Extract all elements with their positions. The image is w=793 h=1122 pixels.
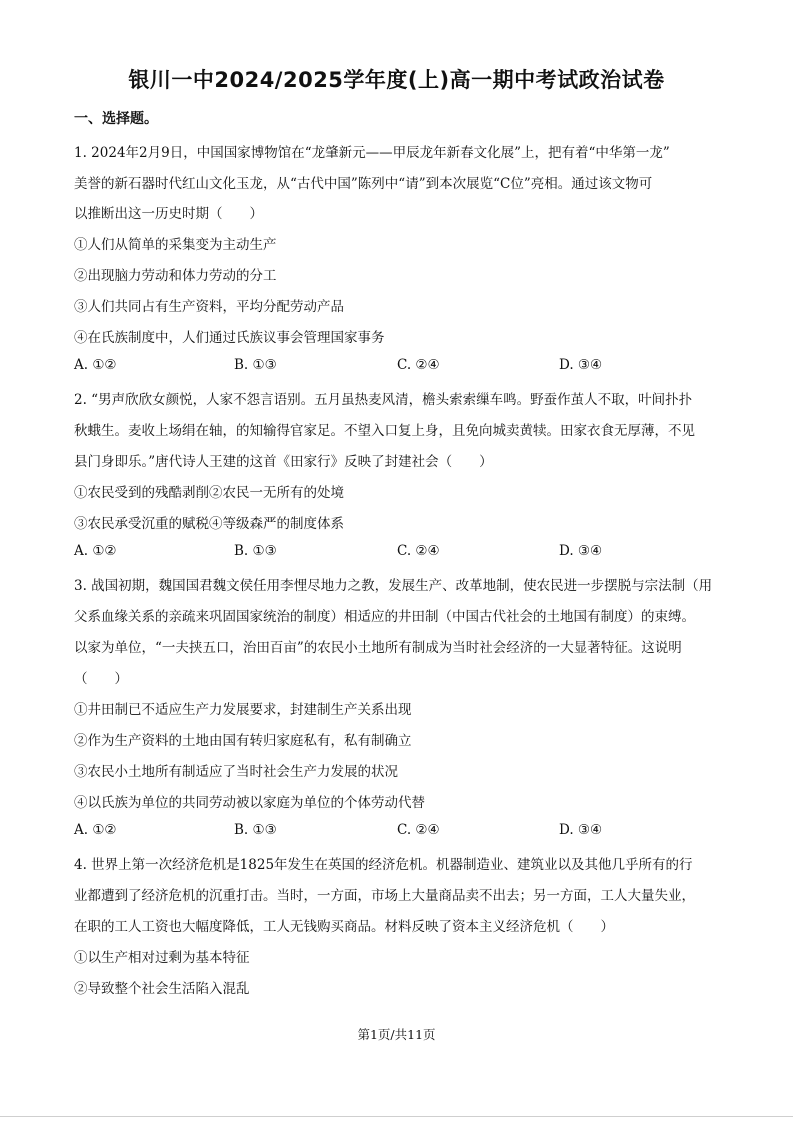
option-c[interactable]: C. ②④ — [397, 543, 440, 559]
statement-item: ②出现脑力劳动和体力劳动的分工 — [74, 268, 277, 284]
page-title: 银川一中2024/2025学年度(上)高一期中考试政治试卷 — [128, 68, 665, 92]
question-stem-line: 业都遭到了经济危机的沉重打击。当时，一方面，市场上大量商品卖不出去；另一方面，工人大量失业， — [74, 888, 695, 904]
question-stem-line: 美誉的新石器时代红山文化玉龙，从“古代中国”陈列中“请”到本次展览“C位”亮相。通过该文物可 — [74, 176, 653, 192]
question-stem-line: 4. 世界上第一次经济危机是1825年发生在英国的经济危机。机器制造业、建筑业以及其他几乎所有的行 — [74, 857, 693, 873]
statement-item: ④在氏族制度中，人们通过氏族议事会管理国家事务 — [74, 330, 385, 346]
question-stem-line: （ ） — [74, 671, 128, 687]
page-number: 第1页/共11页 — [357, 1027, 436, 1042]
option-d[interactable]: D. ③④ — [559, 822, 603, 838]
statement-item: ③人们共同占有生产资料，平均分配劳动产品 — [74, 299, 344, 315]
option-c[interactable]: C. ②④ — [397, 822, 440, 838]
question-stem-line: 2. “男声欣欣女颜悦，人家不怨言语别。五月虽热麦风清，檐头索索缫车鸣。野蚕作茧人不取，叶间扑扑 — [74, 392, 693, 408]
question-stem-line: 秋蛾生。麦收上场绢在轴，的知输得官家足。不望入口复上身，且免向城卖黄犊。田家衣食无厚薄，不见 — [74, 423, 695, 439]
statement-item: ④以氏族为单位的共同劳动被以家庭为单位的个体劳动代替 — [74, 795, 425, 811]
option-b[interactable]: B. ①③ — [234, 543, 277, 559]
question-stem-line: 县门身即乐。”唐代诗人王建的这首《田家行》反映了封建社会（ ） — [74, 454, 493, 470]
statement-item: ②导致整个社会生活陷入混乱 — [74, 981, 250, 997]
option-c[interactable]: C. ②④ — [397, 357, 440, 373]
statement-item: ②作为生产资料的土地由国有转归家庭私有，私有制确立 — [74, 733, 412, 749]
statement-item: ①农民受到的残酷剥削②农民一无所有的处境 — [74, 485, 344, 501]
page-bottom-rule — [0, 1116, 793, 1117]
question-stem-line: 在职的工人工资也大幅度降低，工人无钱购买商品。材料反映了资本主义经济危机（ ） — [74, 919, 614, 935]
option-a[interactable]: A. ①② — [74, 822, 117, 838]
option-d[interactable]: D. ③④ — [559, 543, 603, 559]
statement-item: ③农民承受沉重的赋税④等级森严的制度体系 — [74, 516, 344, 532]
question-stem-line: 以推断出这一历史时期（ ） — [74, 206, 263, 222]
question-stem-line: 父系血缘关系的亲疏来巩固国家统治的制度）相适应的井田制（中国古代社会的土地国有制度）的束缚。 — [74, 609, 695, 625]
statement-item: ①以生产相对过剩为基本特征 — [74, 950, 250, 966]
section-heading: 一、选择题。 — [74, 111, 158, 127]
option-b[interactable]: B. ①③ — [234, 357, 277, 373]
statement-item: ①人们从简单的采集变为主动生产 — [74, 237, 277, 253]
option-d[interactable]: D. ③④ — [559, 357, 603, 373]
statement-item: ③农民小土地所有制适应了当时社会生产力发展的状况 — [74, 764, 398, 780]
option-a[interactable]: A. ①② — [74, 357, 117, 373]
question-stem-line: 以家为单位，“一夫挟五口，治田百亩”的农民小土地所有制成为当时社会经济的一大显著特征。这说明 — [74, 640, 682, 656]
option-b[interactable]: B. ①③ — [234, 822, 277, 838]
option-a[interactable]: A. ①② — [74, 543, 117, 559]
question-stem-line: 3. 战国初期，魏国国君魏文侯任用李悝尽地力之教，发展生产、改革地制，使农民进一步摆脱与宗法制（用 — [74, 578, 713, 594]
question-stem-line: 1. 2024年2月9日，中国国家博物馆在“龙肇新元——甲辰龙年新春文化展”上，把有着“中华第一龙” — [74, 145, 670, 161]
statement-item: ①井田制已不适应生产力发展要求，封建制生产关系出现 — [74, 702, 412, 718]
